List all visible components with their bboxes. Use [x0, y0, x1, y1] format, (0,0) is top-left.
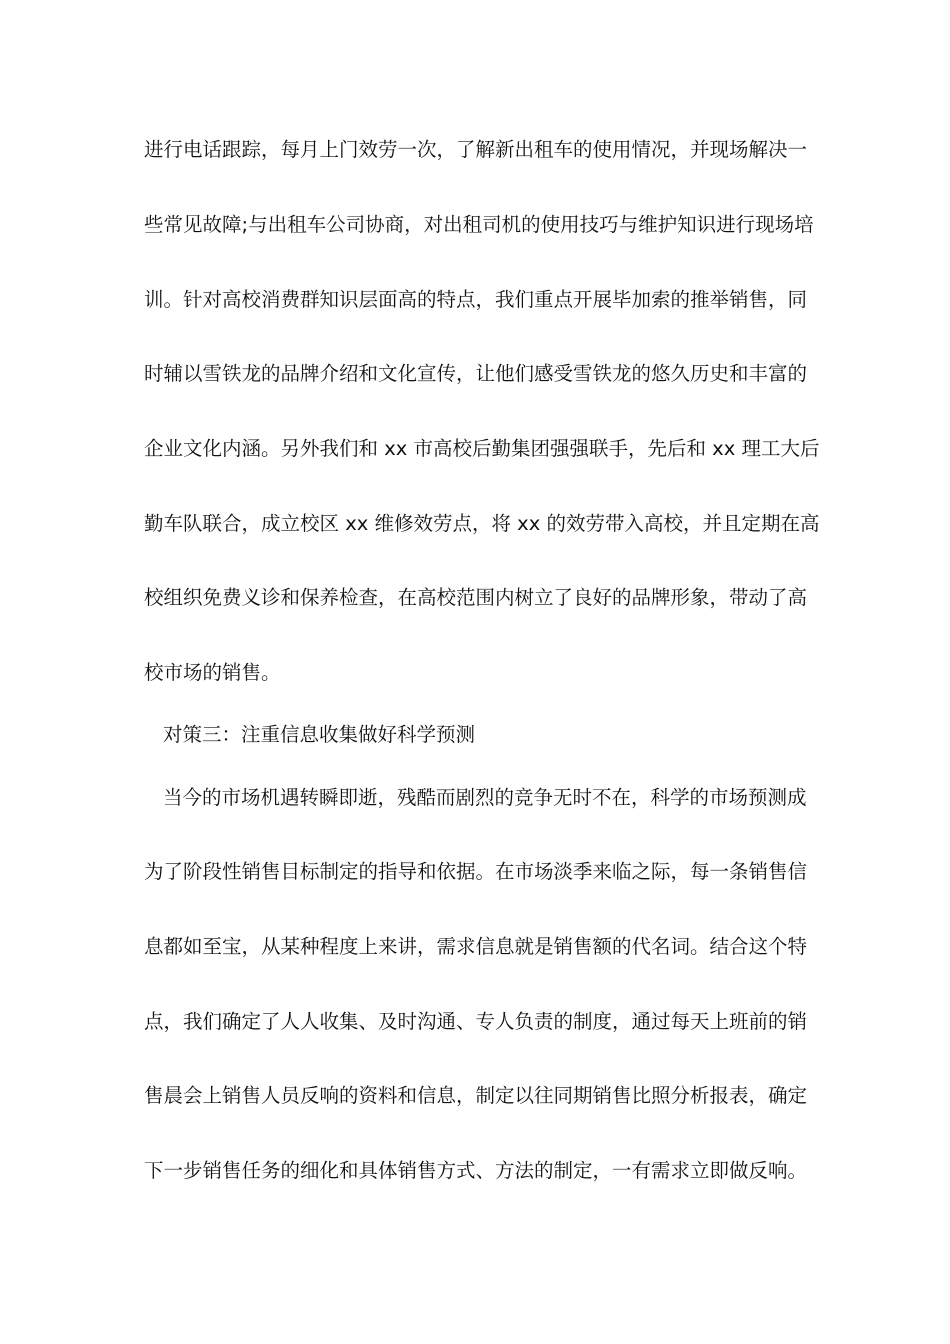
body-text-line: 校组织免费义诊和保养检查，在高校范围内树立了良好的品牌形象，带动了高	[144, 586, 808, 609]
body-text-line: 进行电话跟踪，每月上门效劳一次，了解新出租车的使用情况，并现场解决一	[144, 138, 808, 161]
body-text-line: 下一步销售任务的细化和具体销售方式、方法的制定，一有需求立即做反响。	[144, 1159, 808, 1182]
paragraph-first-line: 当今的市场机遇转瞬即逝，残酷而剧烈的竞争无时不在，科学的市场预测成	[163, 786, 807, 809]
body-text-line: 些常见故障;与出租车公司协商，对出租司机的使用技巧与维护知识进行现场培	[144, 213, 814, 236]
body-text-line: 点，我们确定了人人收集、及时沟通、专人负责的制度，通过每天上班前的销	[144, 1010, 808, 1033]
body-text-line: 为了阶段性销售目标制定的指导和依据。在市场淡季来临之际，每一条销售信	[144, 860, 808, 883]
body-text-line: 售晨会上销售人员反响的资料和信息，制定以往同期销售比照分析报表，确定	[144, 1084, 808, 1107]
section-heading: 对策三：注重信息收集做好科学预测	[163, 723, 476, 746]
body-text-line: 息都如至宝，从某种程度上来讲，需求信息就是销售额的代名词。结合这个特	[144, 935, 808, 958]
body-text-line: 企业文化内涵。另外我们和 xx 市高校后勤集团强强联手，先后和 xx 理工大后	[144, 437, 820, 460]
body-text-line: 校市场的销售。	[144, 661, 281, 684]
body-text-line: 时辅以雪铁龙的品牌介绍和文化宣传，让他们感受雪铁龙的悠久历史和丰富的	[144, 362, 808, 385]
body-text-line: 训。针对高校消费群知识层面高的特点，我们重点开展毕加索的推举销售，同	[144, 288, 808, 311]
body-text-line: 勤车队联合，成立校区 xx 维修效劳点，将 xx 的效劳带入高校，并且定期在高	[144, 512, 820, 535]
